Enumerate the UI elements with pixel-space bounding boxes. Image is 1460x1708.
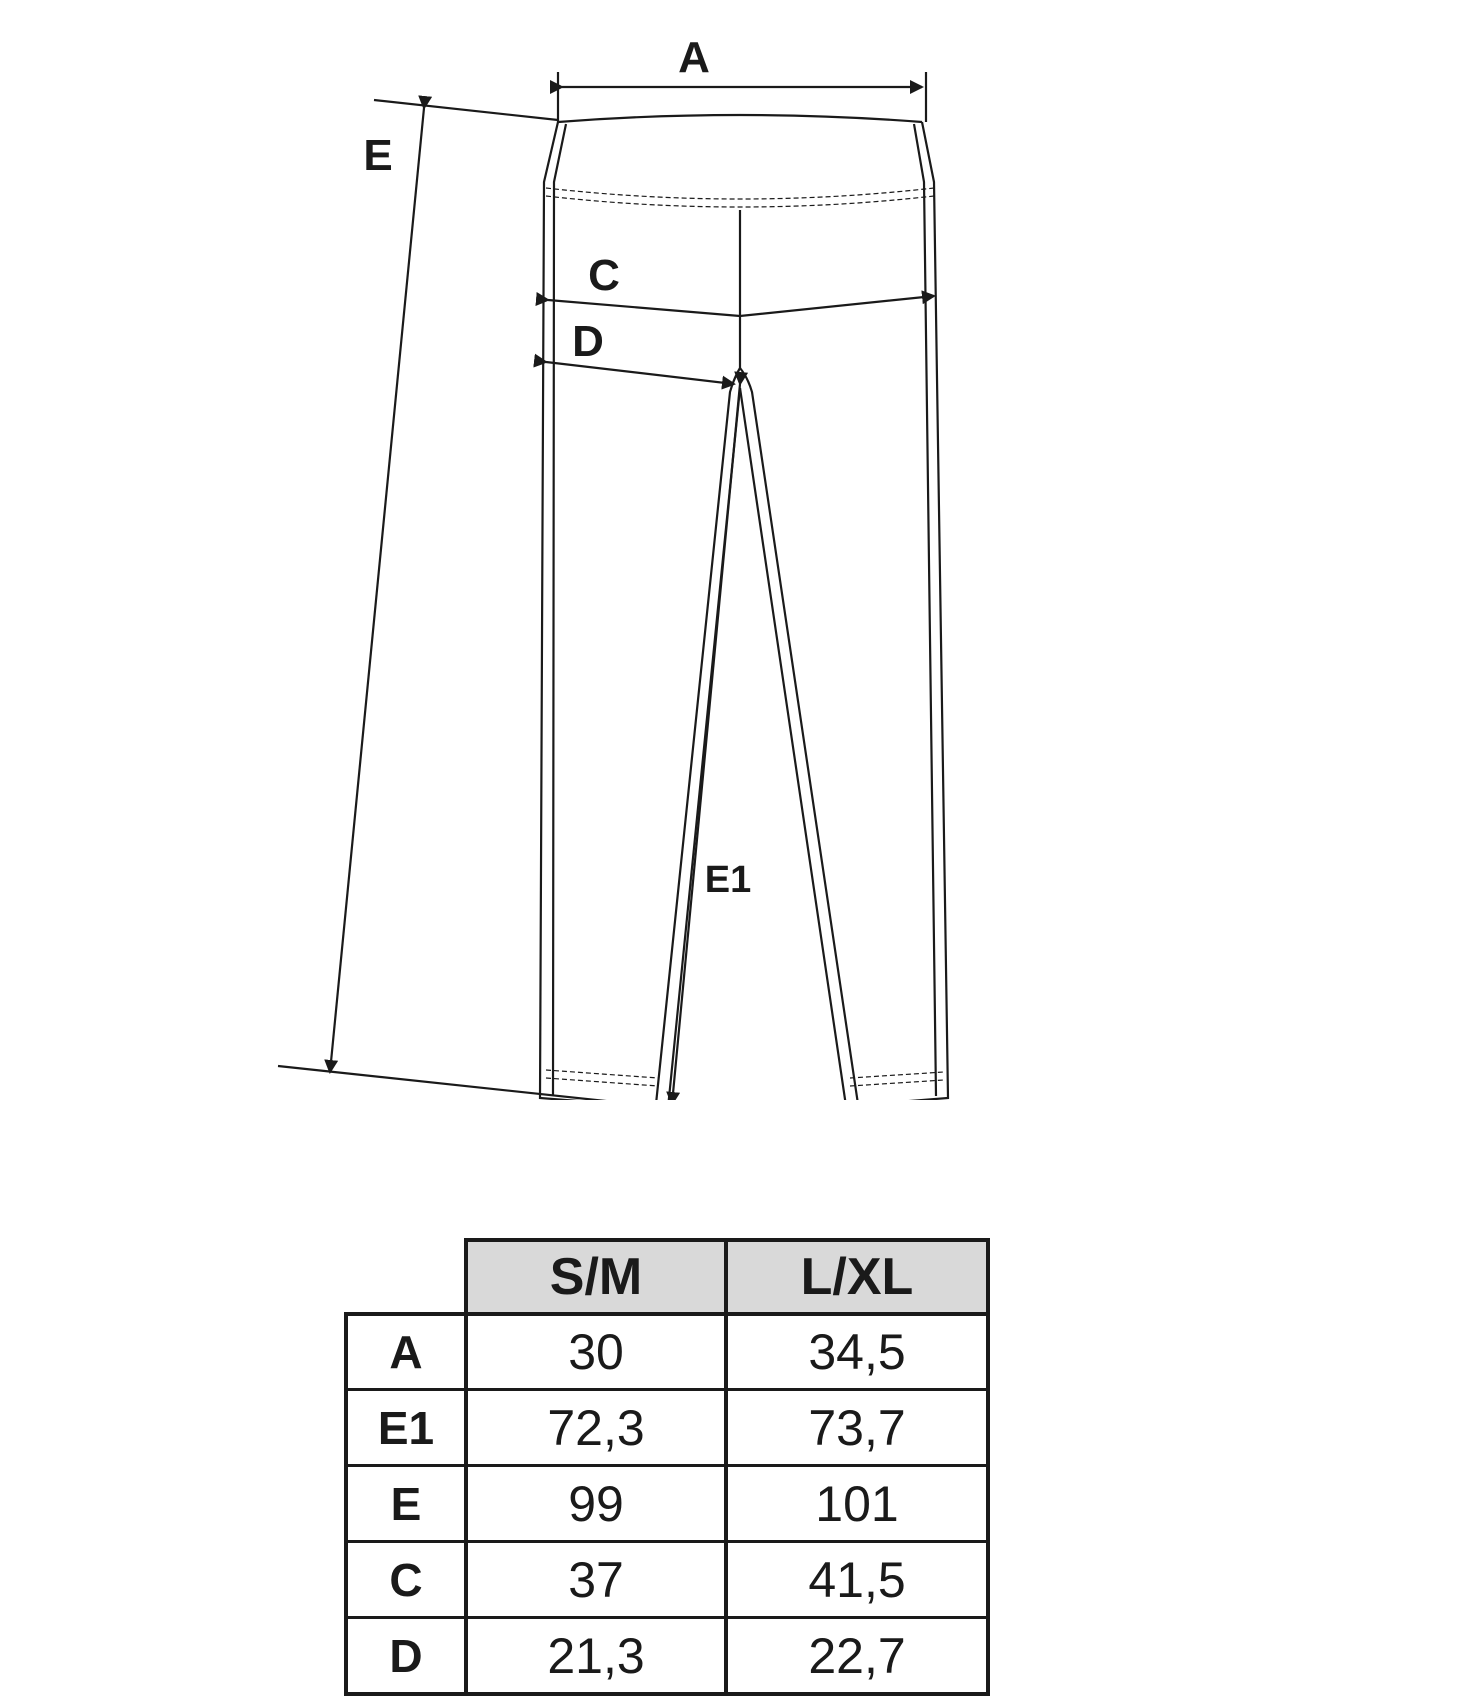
table-rule	[464, 1238, 990, 1242]
row-label: A	[389, 1326, 423, 1378]
table-cell: 101	[815, 1476, 899, 1532]
column-header: S/M	[466, 1240, 726, 1314]
row-label: E1	[377, 1402, 435, 1454]
table-rule	[344, 1692, 990, 1696]
table-cell: 41,5	[808, 1552, 906, 1608]
row-label: D	[389, 1630, 423, 1682]
table-cell: 30	[568, 1324, 624, 1380]
table-rule	[344, 1312, 348, 1696]
label-a: A	[678, 33, 710, 82]
row-label: E	[390, 1478, 422, 1530]
label-e1: E1	[704, 859, 752, 901]
table-rule	[344, 1464, 990, 1467]
column-header: L/XL	[726, 1240, 988, 1314]
table-rule	[344, 1312, 990, 1316]
table-cell: 21,3	[547, 1628, 645, 1684]
label-e: E	[363, 131, 393, 180]
label-c: C	[588, 251, 620, 300]
stitching-lines	[546, 188, 944, 1086]
table-cell: 72,3	[547, 1400, 645, 1456]
label-d: D	[572, 317, 604, 366]
table-rule	[344, 1388, 990, 1391]
table-rule	[724, 1238, 728, 1696]
table-rule	[464, 1238, 468, 1696]
table-rule	[986, 1238, 990, 1696]
table-rule	[344, 1540, 990, 1543]
table-cell: 37	[568, 1552, 624, 1608]
measure-e	[278, 100, 690, 1100]
table-cell: 99	[568, 1476, 624, 1532]
table-cell: 34,5	[808, 1324, 906, 1380]
row-label: C	[389, 1554, 423, 1606]
table-cell: 73,7	[808, 1400, 906, 1456]
table-rule	[344, 1616, 990, 1619]
measure-e1	[672, 384, 740, 1100]
table-cell: 22,7	[808, 1628, 906, 1684]
